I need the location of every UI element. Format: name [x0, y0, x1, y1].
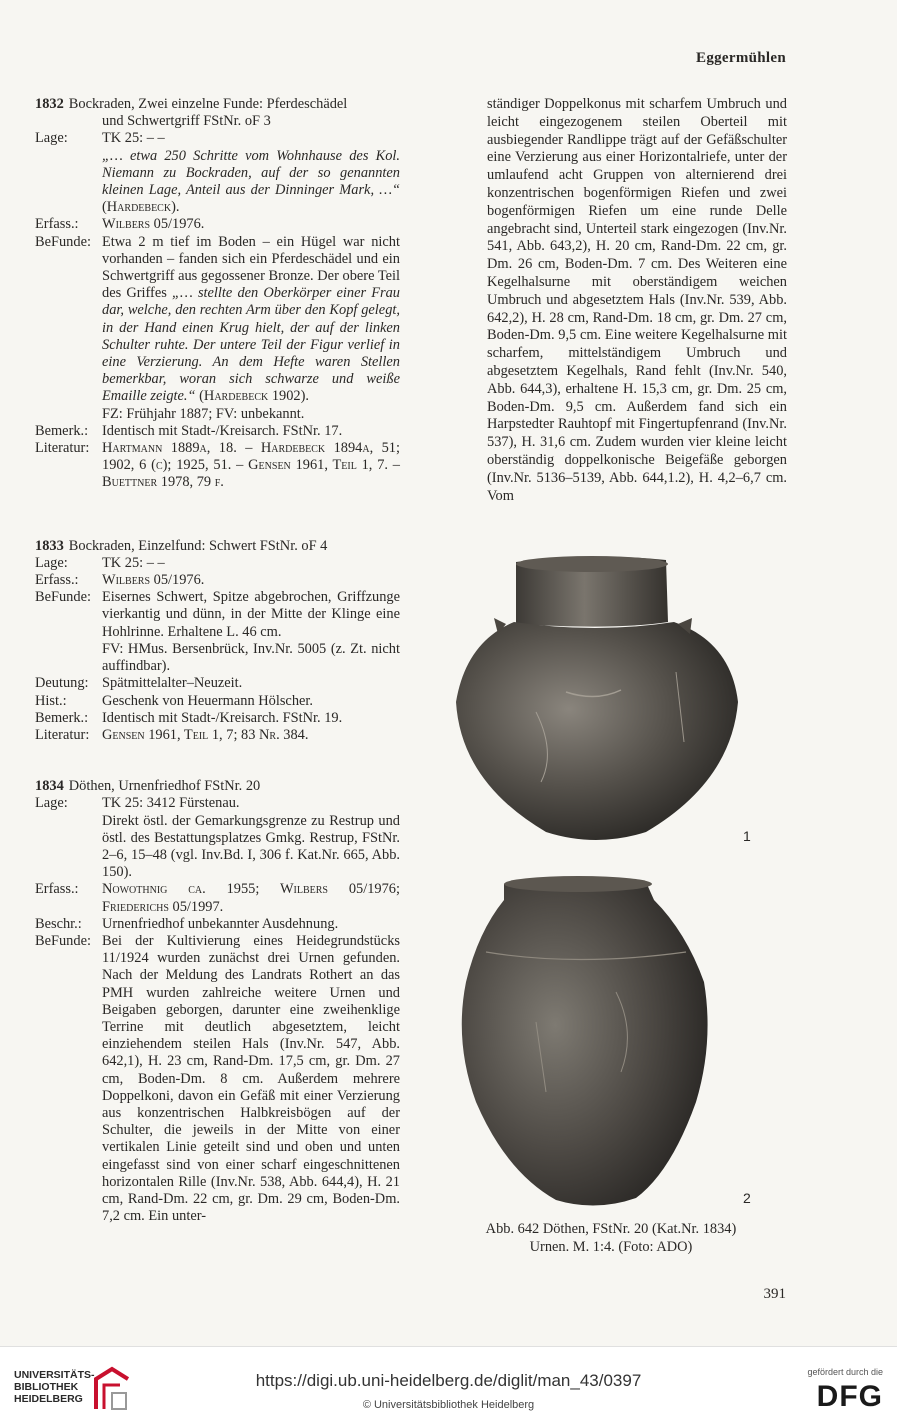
figure-caption: [446, 1221, 776, 1256]
befunde-label: BeFunde:: [35, 932, 91, 949]
erfass-label: Erfass.:: [35, 572, 79, 589]
library-line-3: HEIDELBERG: [14, 1393, 83, 1405]
urn-photo-1: [446, 552, 798, 852]
urn-2-image: [446, 872, 798, 1217]
entry-number: 1834: [35, 778, 64, 795]
beschr-label: Beschr.:: [35, 915, 82, 932]
literatur-label: Literatur:: [35, 726, 90, 743]
entry-title-text: Döthen, Urnenfriedhof FStNr. 20: [68, 778, 261, 795]
urn-1-image: [446, 552, 798, 852]
erfass-value: Nowothnig ca. 1955; Wilbers 05/1976; Friederichs 05/1997.: [102, 881, 400, 915]
library-line-1: UNIVERSITÄTS-: [14, 1369, 95, 1381]
lage-value: TK 25: – –: [102, 554, 165, 571]
bemerk-label: Bemerk.:: [35, 709, 89, 726]
deutung-label: Deutung:: [35, 675, 89, 692]
right-column-text: ständiger Doppelkonus mit scharfem Umbruch und leicht eingezogenem steilen Oberteil mit ausbiegender Randlippe trägt auf der Gefäßschulter eine Verzierung aus einer Horizontalriefe, unter der umlaufend acht Gruppen von alternierend drei konzentrischen bogenförmigen Riefen und zwei bogenförmigen Riefen um eine runde Delle angebracht sind, Unterteil stark eingezogen (Inv.Nr. 541, Abb. 643,2), H. 20 cm, Rand-Dm. 22 cm, gr. Dm. 26 cm, Boden-Dm. 7 cm. Des Weiteren eine Kegelhalsurne mit oberständigem weichen Umbruch und abgesetztem Hals (Inv.Nr. 539, Abb. 642,2), H. 28 cm, Rand-Dm. 18 cm, gr. Dm. 27 cm, Boden-Dm. 9,5 cm. Eine weitere Kegelhalsurne mit scharfem, mittelständigem Umbruch und abgesetztem Kegelhals, Rand fehlt (Inv.Nr. 540, Abb. 644,3), erhaltene H. 15,3 cm, gr. Dm. 25 cm, Boden-Dm. 9,5 cm. Außerdem fand sich ein Harpstedter Rauhtopf mit Fingertupfenrand (Inv.Nr. 537), H. 31,6 cm. Zudem wurden vier kleine leicht oberständig doppelkonische Beigefäße geborgen (Inv.Nr. 5136–5139, Abb. 644,1.2), H. 4,2–6,7 cm. Vom: [487, 96, 787, 504]
hist-value: Geschenk von Heuermann Hölscher.: [102, 692, 313, 709]
bemerk-value: Identisch mit Stadt-/Kreisarch. FStNr. 19.: [102, 709, 343, 726]
library-line-2: BIBLIOTHEK: [14, 1381, 79, 1393]
literatur-value: Gensen 1961, Teil 1, 7; 83 Nr. 384.: [102, 726, 309, 743]
permalink-url[interactable]: https://digi.ub.uni-heidelberg.de/diglit/man_43/0397: [255, 1371, 642, 1390]
entry-title-text: Bockraden, Zwei einzelne Funde: Pferdeschädel: [68, 96, 348, 112]
entry-number: 1832: [35, 96, 64, 112]
entry-title-text: Bockraden, Einzelfund: Schwert FStNr. oF 4: [68, 537, 328, 554]
viewer-footer: [0, 1346, 897, 1422]
figure-label-2: 2: [743, 1190, 751, 1206]
funding-note: gefördert durch die: [807, 1367, 883, 1377]
lage-value: TK 25: 3412 Fürstenau.: [102, 795, 240, 812]
literatur-value: Hartmann 1889a, 18. – Hardebeck 1894a, 51; 1902, 6 (c); 1925, 51. – Gensen 1961, Teil 1, 7. – Buettner 1978, 79 f.: [102, 440, 400, 491]
lage-label: Lage:: [35, 130, 68, 147]
erfass-label: Erfass.:: [35, 216, 79, 233]
lage-desc: Direkt östl. der Gemarkungsgrenze zu Restrup und östl. des Bestattungsplatzes Gmkg. Restrup, FStNr. 2–6, 15–48 (vgl. Inv.Bd. I, 306 f. Kat.Nr. 665, Abb. 150).: [102, 812, 400, 881]
left-column: [35, 96, 400, 1241]
erfass-value: Wilbers 05/1976.: [102, 572, 205, 589]
entry-1834: [35, 778, 400, 1225]
bemerk-label: Bemerk.:: [35, 422, 89, 439]
entry-title-cont: und Schwertgriff FStNr. oF 3: [102, 113, 271, 130]
befunde-text: Bei der Kultivierung eines Heidegrundstücks 11/1924 wurden zunächst drei Urnen gefunden. Nach der Meldung des Landrats Rothert an das PMH wurden zahlreiche weitere Urnen und Beigaben geborgen, darunter eine zweihenklige Terrine mit deutlich abgesetztem, leicht einziehendem steilen Hals (Inv.Nr. 547, Abb. 642,1), H. 23 cm, Rand-Dm. 17,5 cm, gr. Dm. 27 cm, Boden-Dm. 8 cm. Außerdem mehrere Doppelkoni, davon ein Gefäß mit einer Verzierung aus konzentrischen Halbkreisbögen auf der Schulter, die jeweils in der Mitte von einer vertikalen Linie geteilt sind und oben und unten eingefasst sind von einer scharf eingeschnittenen horizontalen Rille (Inv.Nr. 538, Abb. 644,4), H. 21 cm, Rand-Dm. 22 cm, gr. Dm. 29 cm, Boden-Dm. 7,2 cm. Ein unter-: [102, 932, 400, 1225]
entry-1832: [35, 96, 400, 492]
caption-line-2: Urnen. M. 1:4. (Foto: ADO): [529, 1238, 693, 1255]
befunde-text: Etwa 2 m tief im Boden – ein Hügel war nicht vorhanden – fanden sich ein Pferdeschädel und ein Schwertgriff aus gegossener Bronze. Der obere Teil des Griffes: [102, 233, 400, 302]
beschr-value: Urnenfriedhof unbekannter Ausdehnung.: [102, 915, 339, 932]
fv-line: FV: HMus. Bersenbrück, Inv.Nr. 5005 (z. Zt. nicht auffindbar).: [102, 640, 400, 675]
copyright-notice: © Universitätsbibliothek Heidelberg: [362, 1399, 535, 1411]
befunde-text: Eisernes Schwert, Spitze abgebrochen, Griffzunge vierkantig und dünn, in der Mitte der Klinge eine Hohlrinne. Erhaltene L. 46 cm.: [102, 589, 400, 640]
dfg-logo: DFG: [816, 1380, 883, 1413]
lage-value: TK 25: – –: [102, 130, 165, 147]
befunde-quote: „… stellte den Oberkörper einer Frau dar, welche, den rechten Arm über den Kopf gelegt, in der Hand einen Krug hielt, der auf der linken Schulter ruhte. Der untere Teil der Figur verlief in eine Verzierung. An dem Hefte waren Stellen bemerkbar, woran sich schwarze und weiße Emaille zeigte.“: [102, 285, 400, 405]
deutung-value: Spätmittelalter–Neuzeit.: [102, 675, 243, 692]
fz-line: FZ: Frühjahr 1887; FV: unbekannt.: [102, 405, 305, 422]
befunde-cite: (Hardebeck 1902).: [199, 388, 309, 405]
page-number: 391: [763, 1286, 786, 1302]
literatur-label: Literatur:: [35, 440, 90, 457]
lage-quote: „… etwa 250 Schritte vom Wohnhause des Kol. Niemann zu Bockraden, auf der so genannten kleinen Lage, Anteil aus der Dinninger Mark, …“: [102, 147, 400, 199]
erfass-label: Erfass.:: [35, 881, 79, 898]
caption-line-1: Abb. 642 Döthen, FStNr. 20 (Kat.Nr. 1834): [485, 1221, 737, 1237]
bemerk-value: Identisch mit Stadt-/Kreisarch. FStNr. 17.: [102, 422, 343, 439]
lage-label: Lage:: [35, 795, 68, 812]
quote-cite: (Hardebeck).: [102, 199, 180, 216]
befunde-label: BeFunde:: [35, 589, 91, 606]
page-header: Eggermühlen: [696, 50, 786, 66]
erfass-value: Wilbers 05/1976.: [102, 216, 205, 233]
entry-number: 1833: [35, 537, 64, 554]
figure-label-1: 1: [743, 828, 751, 844]
befunde-label: BeFunde:: [35, 233, 91, 250]
urn-photo-2: [446, 872, 798, 1217]
entry-title: [35, 538, 400, 555]
entry-title: [35, 96, 400, 113]
lage-label: Lage:: [35, 554, 68, 571]
entry-title: [35, 778, 400, 795]
entry-1833: [35, 538, 400, 744]
hist-label: Hist.:: [35, 692, 67, 709]
